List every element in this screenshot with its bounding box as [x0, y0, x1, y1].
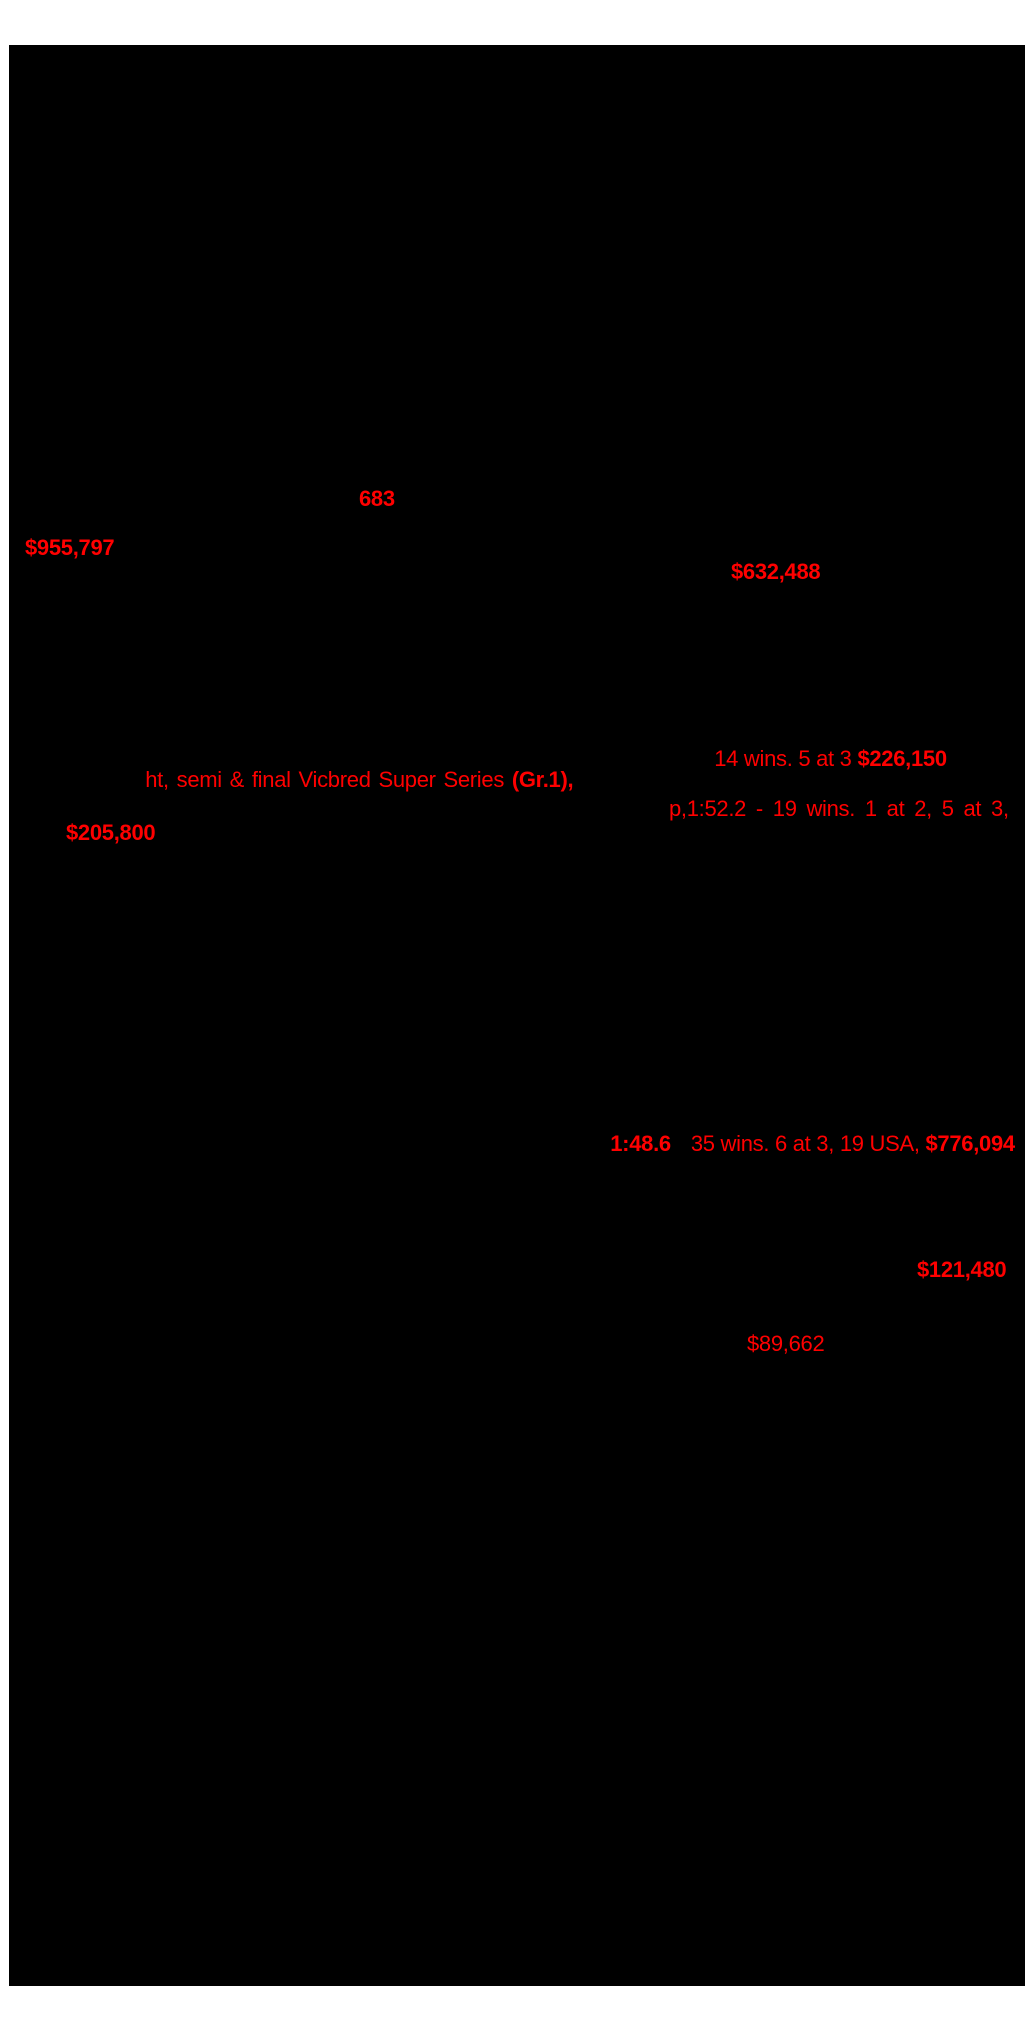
- catalogue-page: [9, 45, 1025, 1986]
- race-record-14-wins: [691, 726, 947, 792]
- sire-record-line: [587, 1111, 1015, 1177]
- sire-record-wins: 35 wins. 6 at 3, 19 USA,: [690, 1131, 920, 1156]
- earnings-632488: $632,488: [731, 559, 821, 584]
- earnings-89662: $89,662: [747, 1331, 825, 1356]
- vicbred-series-text: ht, semi & final Vicbred Super Series: [145, 767, 512, 792]
- sire-record-amount: $776,094: [919, 1131, 1015, 1156]
- sire-record-time: 1:48.6: [610, 1131, 671, 1156]
- lot-number: 683: [359, 486, 395, 511]
- vicbred-super-series-line: [114, 747, 573, 813]
- earnings-955797: $955,797: [25, 535, 115, 560]
- race-record-14-wins-amount: $226,150: [857, 746, 947, 771]
- vicbred-series-grade: (Gr.1),: [511, 767, 574, 792]
- pacing-record-line: p,1:52.2 - 19 wins. 1 at 2, 5 at 3,: [669, 796, 1009, 821]
- race-record-14-wins-text: 14 wins. 5 at 3: [714, 746, 858, 771]
- earnings-121480: $121,480: [917, 1257, 1007, 1282]
- earnings-205800: $205,800: [66, 820, 156, 845]
